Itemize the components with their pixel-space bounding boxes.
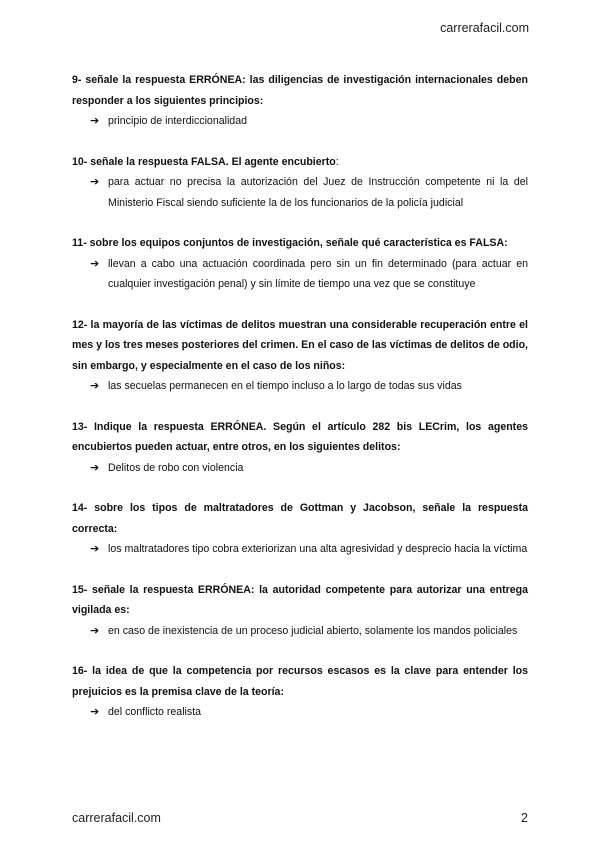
question-block-15 xyxy=(72,580,528,642)
answer-text: Delitos de robo con violencia xyxy=(108,461,244,474)
header-site-name: carrerafacil.com xyxy=(440,21,529,35)
answer-item xyxy=(90,621,528,642)
question-block-13 xyxy=(72,417,528,479)
footer-site-name: carrerafacil.com xyxy=(72,811,161,825)
answer-text: en caso de inexistencia de un proceso judicial abierto, solamente los mandos policiales xyxy=(108,624,518,637)
question-text: 11- sobre los equipos conjuntos de investigación, señale qué característica es FALSA: xyxy=(72,237,508,249)
arrow-right-icon: ➔ xyxy=(90,257,100,270)
answer-text: las secuelas permanecen en el tiempo incluso a lo largo de todas sus vidas xyxy=(108,380,462,392)
answer-item xyxy=(90,539,528,560)
question-block-9 xyxy=(72,70,528,132)
arrow-right-icon: ➔ xyxy=(90,706,100,718)
question-text: 9- señale la respuesta ERRÓNEA: las diligencias de investigación internacionales deben responder a los siguientes principios: xyxy=(72,74,528,107)
arrow-right-icon: ➔ xyxy=(90,380,100,392)
answer-item xyxy=(90,458,528,479)
question-block-11 xyxy=(72,233,528,295)
question-text: 14- sobre los tipos de maltratadores de Gottman y Jacobson, señale la respuesta correcta: xyxy=(72,502,528,535)
arrow-right-icon: ➔ xyxy=(90,115,100,127)
answer-item xyxy=(90,254,528,295)
answer-text: del conflicto realista xyxy=(108,706,202,718)
arrow-right-icon: ➔ xyxy=(90,543,100,555)
question-list xyxy=(72,70,528,743)
arrow-right-icon: ➔ xyxy=(90,176,100,188)
arrow-right-icon: ➔ xyxy=(90,624,100,637)
arrow-right-icon: ➔ xyxy=(90,461,100,474)
question-block-14 xyxy=(72,498,528,560)
question-text: 16- la idea de que la competencia por recursos escasos es la clave para entender los prejuicios es la premisa clave de la teoría: xyxy=(72,665,528,698)
question-block-12 xyxy=(72,315,528,397)
question-text: 15- señale la respuesta ERRÓNEA: la autoridad competente para autorizar una entrega vigilada es: xyxy=(72,583,528,616)
answer-item xyxy=(90,376,528,397)
answer-text: principio de interdiccionalidad xyxy=(108,115,247,127)
page-number: 2 xyxy=(521,811,528,825)
answer-text: los maltratadores tipo cobra exteriorizan una alta agresividad y desprecio hacia la víctima xyxy=(108,543,528,555)
answer-item xyxy=(90,702,528,723)
answer-item xyxy=(90,111,528,132)
answer-text: para actuar no precisa la autorización del Juez de Instrucción competente ni la del Ministerio Fiscal siendo suficiente la de los funcionarios de la policía judicial xyxy=(108,176,528,209)
question-text: 13- Indique la respuesta ERRÓNEA. Según el artículo 282 bis LECrim, los agentes encubiertos pueden actuar, entre otros, en los siguientes delitos: xyxy=(72,420,528,453)
question-block-16 xyxy=(72,661,528,723)
answer-item xyxy=(90,172,528,213)
question-text: 10- señale la respuesta FALSA. El agente encubierto: xyxy=(72,155,339,168)
question-text: 12- la mayoría de las víctimas de delitos muestran una considerable recuperación entre el mes y los tres meses posteriores del crimen. En el caso de las víctimas de delitos de odio, sin embargo, y especialmente en el caso de los niños: xyxy=(72,318,528,372)
question-block-10 xyxy=(72,152,528,214)
answer-text: llevan a cabo una actuación coordinada pero sin un fin determinado (para actuar en cualquier investigación penal) y sin límite de tiempo una vez que se constituye xyxy=(108,257,528,290)
